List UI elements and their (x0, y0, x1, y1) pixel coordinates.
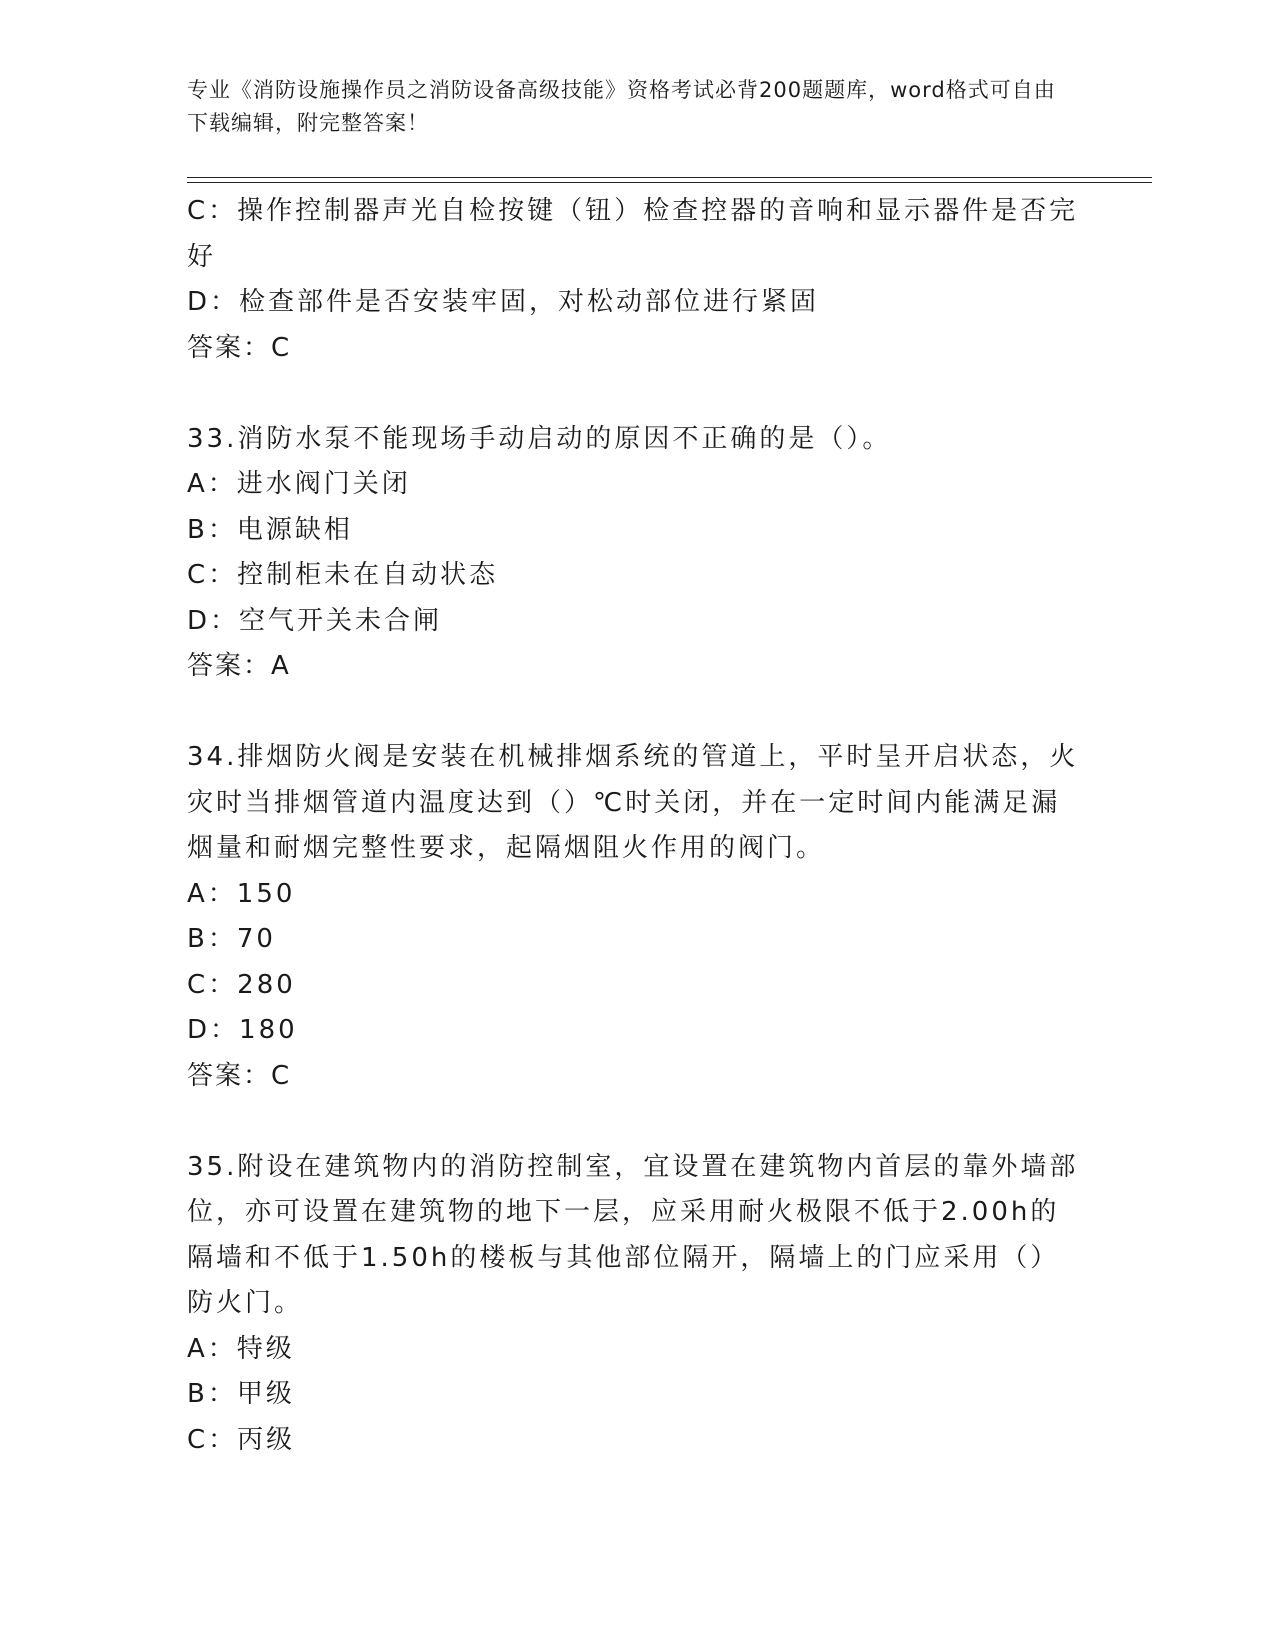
question-stem: 35.附设在建筑物内的消防控制室，宜设置在建筑物内首层的靠外墙部位，亦可设置在建筑物的地下一层，应采用耐火极限不低于2.00h的隔墙和不低于1.50h的楼板与其他部位隔开，隔墙上的门应采用（）防火门。 (187, 1151, 1079, 1318)
answer-label: 答案：A (187, 651, 291, 681)
answer-label: 答案：C (187, 332, 292, 363)
spacer (187, 371, 1087, 417)
answer-label: 答案：C (187, 1060, 292, 1091)
header-rule-top (187, 177, 1152, 178)
option-c: C：丙级 (187, 1424, 296, 1455)
spacer (187, 1099, 1087, 1145)
question-stem: 33.消防水泵不能现场手动启动的原因不正确的是（）。 (187, 423, 892, 454)
option-a: A：150 (187, 878, 296, 909)
option-d: D：检查部件是否安装牢固，对松动部位进行紧固 (187, 287, 820, 317)
option-b: B：70 (187, 924, 276, 954)
option-c: C：控制柜未在自动状态 (187, 560, 499, 590)
option-a: A：特级 (187, 1333, 295, 1364)
option-a: A：进水阀门关闭 (187, 469, 411, 499)
option-c: C：操作控制器声光自检按键（钮）检查控器的音响和显示器件是否完好 (187, 196, 1079, 272)
option-d: D：180 (187, 1015, 298, 1045)
spacer (187, 690, 1087, 736)
option-c: C：280 (187, 969, 296, 1000)
option-b: B：甲级 (187, 1379, 295, 1409)
question-content (187, 189, 1087, 1463)
document-header: 专业《消防设施操作员之消防设备高级技能》资格考试必背200题题库，word格式可自由下载编辑，附完整答案！ (187, 78, 1056, 135)
option-b: B：电源缺相 (187, 514, 353, 545)
question-stem: 34.排烟防火阀是安装在机械排烟系统的管道上，平时呈开启状态，火灾时当排烟管道内温度达到（）℃时关闭，并在一定时间内能满足漏烟量和耐烟完整性要求，起隔烟阻火作用的阀门。 (187, 742, 1079, 863)
option-d: D：空气开关未合闸 (187, 605, 443, 636)
header-rule-bottom (187, 182, 1152, 183)
